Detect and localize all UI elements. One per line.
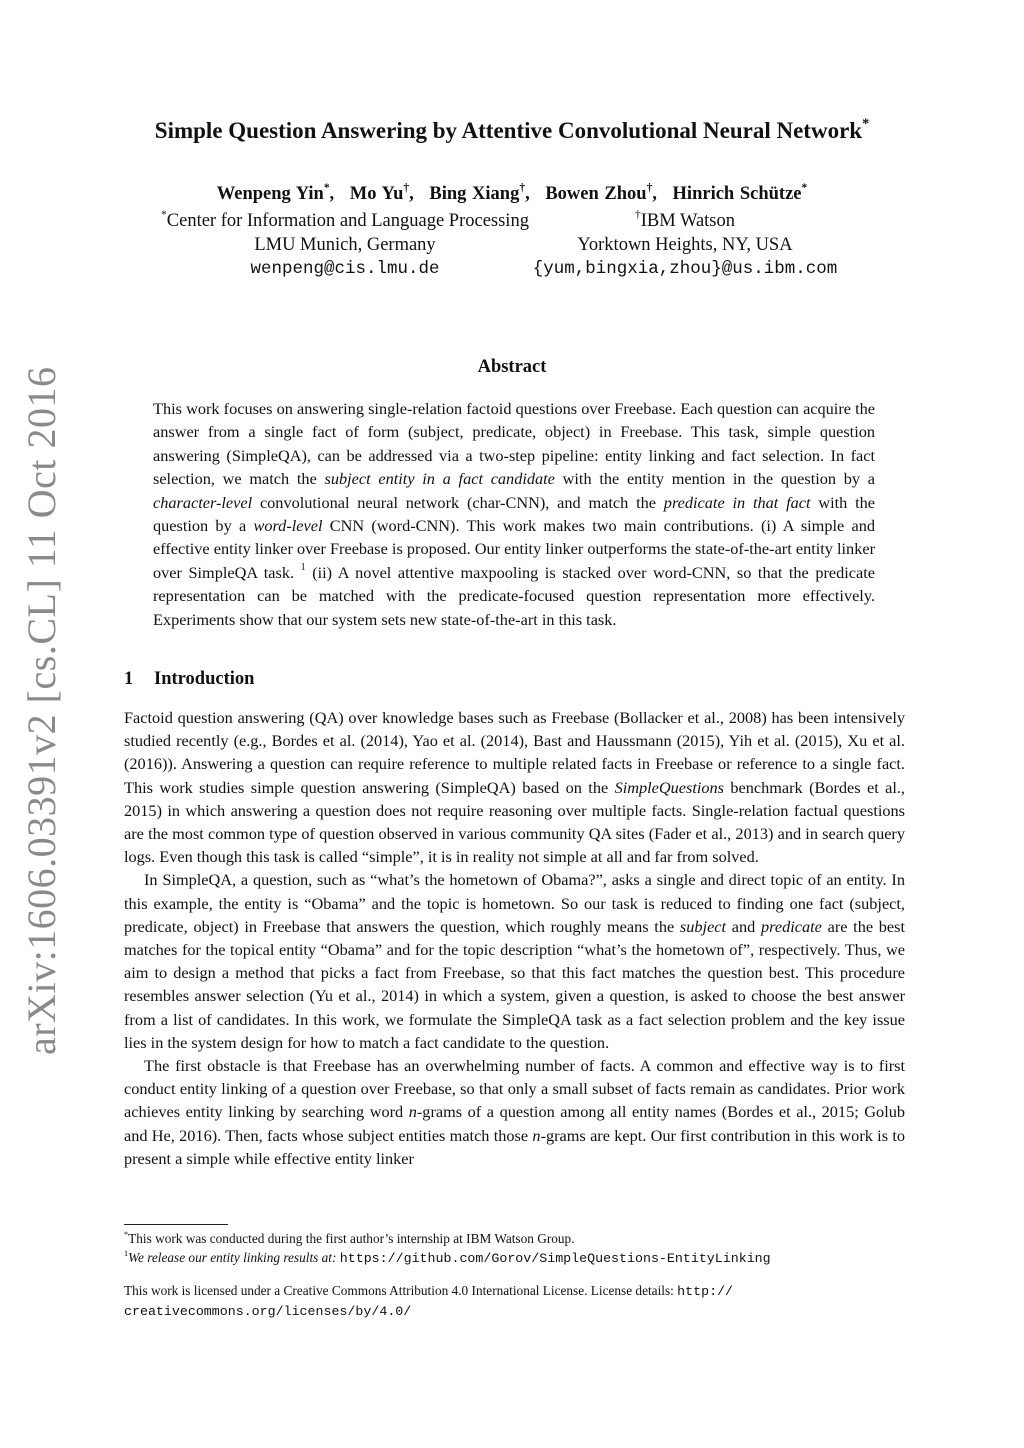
footnote-rule — [124, 1224, 228, 1225]
license-note: This work is licensed under a Creative Commons Attribution 4.0 International License. License details: http:// creativecommons.org/licenses/by/4.0/ — [124, 1283, 734, 1319]
paragraph: The first obstacle is that Freebase has an overwhelming number of facts. A common and effective way is to first conduct entity linking of a question over Freebase, so that only a small subset of facts remain as candidates. Prior work achieves entity linking by searching word n-grams of a question among all entity names (Bordes et al., 2015; Golub and He, 2016). Then, facts whose subject entities match those n-grams are kept. Our first contribution in this work is to present a simple while effective entity linker — [124, 1056, 906, 1168]
author: Bing Xiang†, — [429, 181, 530, 204]
section-heading: 1 Introduction — [124, 669, 255, 689]
author: Bowen Zhou†, — [545, 181, 657, 204]
title-text: Simple Question Answering by Attentive Convolutional Neural Network — [154, 118, 863, 143]
footnote-link[interactable]: https://github.com/Gorov/SimpleQuestions-EntityLinking — [339, 1251, 771, 1266]
affiliation-ibm — [500, 209, 870, 281]
author: Hinrich Schütze* — [672, 181, 808, 204]
license-link-cont[interactable]: creativecommons.org/licenses/by/4.0/ — [124, 1304, 412, 1319]
license-link[interactable]: http:// — [677, 1284, 734, 1299]
author: Wenpeng Yin*, — [216, 181, 335, 204]
affiliation-location: Yorktown Heights, NY, USA — [577, 235, 793, 255]
footnote-star: *This work was conducted during the first author’s internship at IBM Watson Group. — [124, 1229, 575, 1246]
affiliation-location: LMU Munich, Germany — [254, 235, 436, 255]
footnote-1: $^1$We release our entity linking results at: https://github.com/Gorov/SimpleQuestions-EntityLinking — [124, 1248, 771, 1266]
abstract-body: This work focuses on answering single-relation factoid questions over Freebase. Each question can acquire the answer from a single fact of form (subject, predicate, object) in Freebase. This task, simple question answering (SimpleQA), can be addressed via a two-step pipeline: entity linking and fact selection. In fact selection, we match the subject entity in a fact candidate with the entity mention in the question by a character-level convolutional neural network (char-CNN), and match the predicate in that fact with the question by a word-level CNN (word-CNN). This work makes two main contributions. (i) A simple and effective entity linker over Freebase is proposed. Our entity linker outperforms the state-of-the-art entity linker over SimpleQA task. $^1$ (ii) A novel attentive maxpooling is stacked over word-CNN, so that the predicate representation can be matched with the predicate-focused question representation more effectively. Experiments show that our system sets new state-of-the-art in this task. — [153, 399, 876, 629]
footnote-ref: 1 — [300, 562, 306, 574]
title-footnote-mark: * — [862, 115, 870, 132]
paper-title — [0, 115, 1024, 144]
affiliation-email: {yum,bingxia,zhou}@us.ibm.com — [532, 259, 838, 279]
arxiv-stamp: arXiv:1606.03391v2 [cs.CL] 11 Oct 2016 — [19, 366, 64, 1055]
affiliation-email: wenpeng@cis.lmu.de — [250, 259, 440, 279]
paragraph: Factoid question answering (QA) over knowledge bases such as Freebase (Bollacker et al., 2008) has been intensively studied recently (e.g., Bordes et al. (2014), Yao et al. (2014), Bast and Haussmann (2015), Yih et al. (2015), Xu et al. (2016)). Answering a question can require reference to multiple related facts in Freebase or reference to a single fact. This work studies simple question answering (SimpleQA) based on the SimpleQuestions benchmark (Bordes et al., 2015) in which answering a question does not require reasoning over multiple facts. Single-relation factual questions are the most common type of question observed in various community QA sites (Fader et al., 2013) and in search query logs. Even though this task is called “simple”, it is in reality not simple at all and far from solved. — [124, 708, 905, 867]
affiliation-org: †IBM Watson — [634, 208, 735, 231]
introduction-body — [124, 706, 905, 1170]
affiliation-org: *Center for Information and Language Processing — [161, 208, 529, 231]
author-list — [0, 181, 1024, 205]
abstract-heading: Abstract — [477, 357, 547, 377]
author: Mo Yu†, — [349, 181, 414, 204]
paragraph: In SimpleQA, a question, such as “what’s the hometown of Obama?”, asks a single and direct topic of an entity. In this example, the entity is “Obama” and the topic is hometown. So our task is reduced to finding one fact (subject, predicate, object) in Freebase that answers the question, which roughly means the subject and predicate are the best matches for the topical entity “Obama” and for the topic description “what’s the hometown of”, respectively. Thus, we aim to design a method that picks a fact from Freebase, so that this fact matches the question best. This procedure resembles answer selection (Yu et al., 2014) in which a system, given a question, is asked to choose the best answer from a list of candidates. In this work, we formulate the SimpleQA task as a fact selection problem and the key issue lies in the system design for how to match a fact candidate to the question. — [124, 870, 906, 1052]
